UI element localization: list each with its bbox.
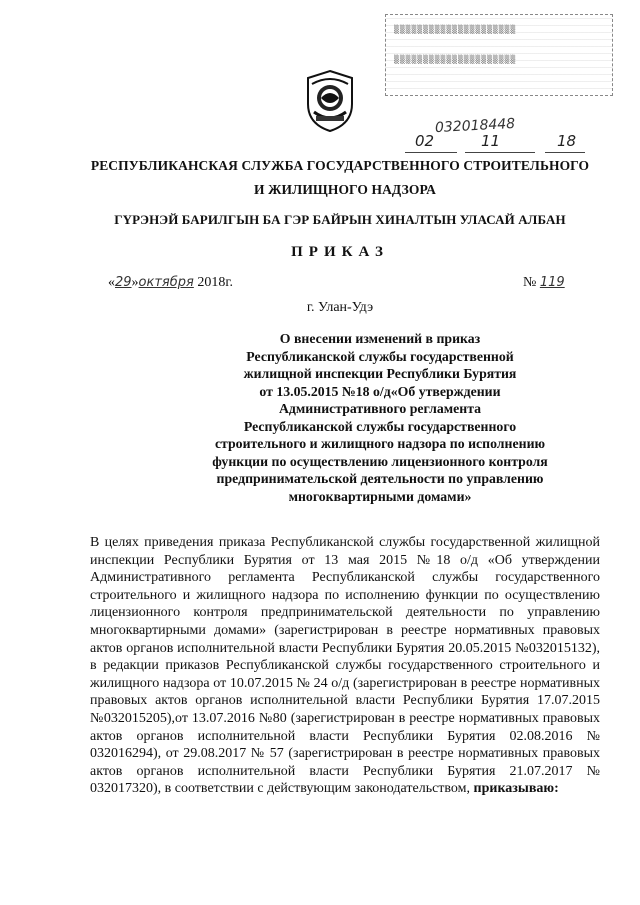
stamp-underline — [405, 152, 457, 153]
registration-stamp — [385, 14, 620, 154]
document-type-title: ПРИКАЗ — [291, 244, 389, 260]
stamp-date-year: 18 — [557, 132, 577, 150]
body-text: В целях приведения приказа Республиканской службы государственной жилищной инспекции Республики Бурятия от 13 мая 2015 №18 о/д «Об утверждении Административного регламента Республиканской службы государственного строительного и жилищного надзора по исполнению функции по осуществлению лицензионного контроля предпринимательской деятельности по управлению многоквартирными домами» (зарегистрирован в реестре нормативных правовых актов органов исполнительной власти Республики Бурятия 20.05.2015 №032015132), в редакции приказов Республиканской службы государственного строительного и жилищного надзора от 10.07.2015 № 24 о/д (зарегистрирован в реестре нормативных правовых актов органов исполнительной власти Республики Бурятия 17.07.2015 №032015205),от 13.07.2016 №80 (зарегистрирован в реестре нормативных правовых актов органов исполнительной власти Республики Бурятия 02.08.2016 № 032016294), от 29.08.2017 № 57 (зарегистрирован в реестре нормативных правовых актов органов исполнительной власти Республики Бурятия 21.07.2017 № 032017320), в соответствии с действующим законодательством, — [90, 535, 600, 797]
order-date — [108, 275, 233, 291]
stamp-date-day: 02 — [415, 132, 435, 150]
subject-line: жилищной инспекции Республики Бурятия — [243, 366, 517, 381]
subject-line: Республиканской службы государственной — [246, 348, 514, 364]
date-open-quote: « — [108, 275, 115, 290]
stamp-date-month: 11 — [481, 132, 501, 150]
stamp-reg-number: 032018448 — [434, 115, 516, 137]
subject-line: предпринимательской деятельности по управлению — [216, 471, 544, 486]
number-label: № — [523, 275, 537, 290]
subject-line: Республиканской службы государственного — [243, 418, 517, 434]
city: г. Улан-Удэ — [306, 300, 374, 315]
number-value: 119 — [539, 275, 565, 290]
subject-line: функции по осуществлению лицензионного контроля — [212, 453, 548, 469]
date-month: октября — [138, 275, 194, 290]
date-year: 2018г. — [197, 275, 234, 290]
body-paragraph — [90, 534, 600, 798]
order-subject — [140, 330, 620, 505]
subject-line: строительного и жилищного надзора по исполнению — [214, 436, 546, 451]
body-command: приказываю: — [473, 781, 559, 797]
org-name-line1: РЕСПУБЛИКАНСКАЯ СЛУЖБА ГОСУДАРСТВЕННОГО СТРОИТЕЛЬНОГО — [90, 158, 590, 173]
date-close-quote: » — [131, 275, 139, 290]
stamp-underline — [545, 152, 585, 153]
stamp-faded-text: ▒▒▒▒▒▒▒▒▒▒▒▒▒▒▒▒▒▒▒▒▒ — [394, 25, 517, 34]
org-name-buryat: ГYРЭНЭЙ БАРИЛГЫН БА ГЭР БАЙРЫН ХИНАЛТЫН УЛАСАЙ АЛБАН — [114, 212, 566, 227]
coat-of-arms-icon — [302, 68, 358, 134]
subject-line: Административного регламента — [278, 401, 482, 416]
stamp-frame — [385, 14, 613, 96]
org-name-line2: И ЖИЛИЩНОГО НАДЗОРА — [254, 182, 436, 197]
subject-line: О внесении изменений в приказ — [279, 331, 481, 346]
order-number — [523, 275, 565, 291]
date-day: 29 — [115, 275, 132, 290]
stamp-underline — [465, 152, 535, 153]
stamp-date — [385, 132, 615, 154]
stamp-faded-text: ▒▒▒▒▒▒▒▒▒▒▒▒▒▒▒▒▒▒▒▒▒ — [394, 55, 517, 64]
subject-line: от 13.05.2015 №18 о/д«Об утверждении — [259, 383, 501, 399]
subject-line: многоквартирными домами» — [288, 488, 472, 504]
